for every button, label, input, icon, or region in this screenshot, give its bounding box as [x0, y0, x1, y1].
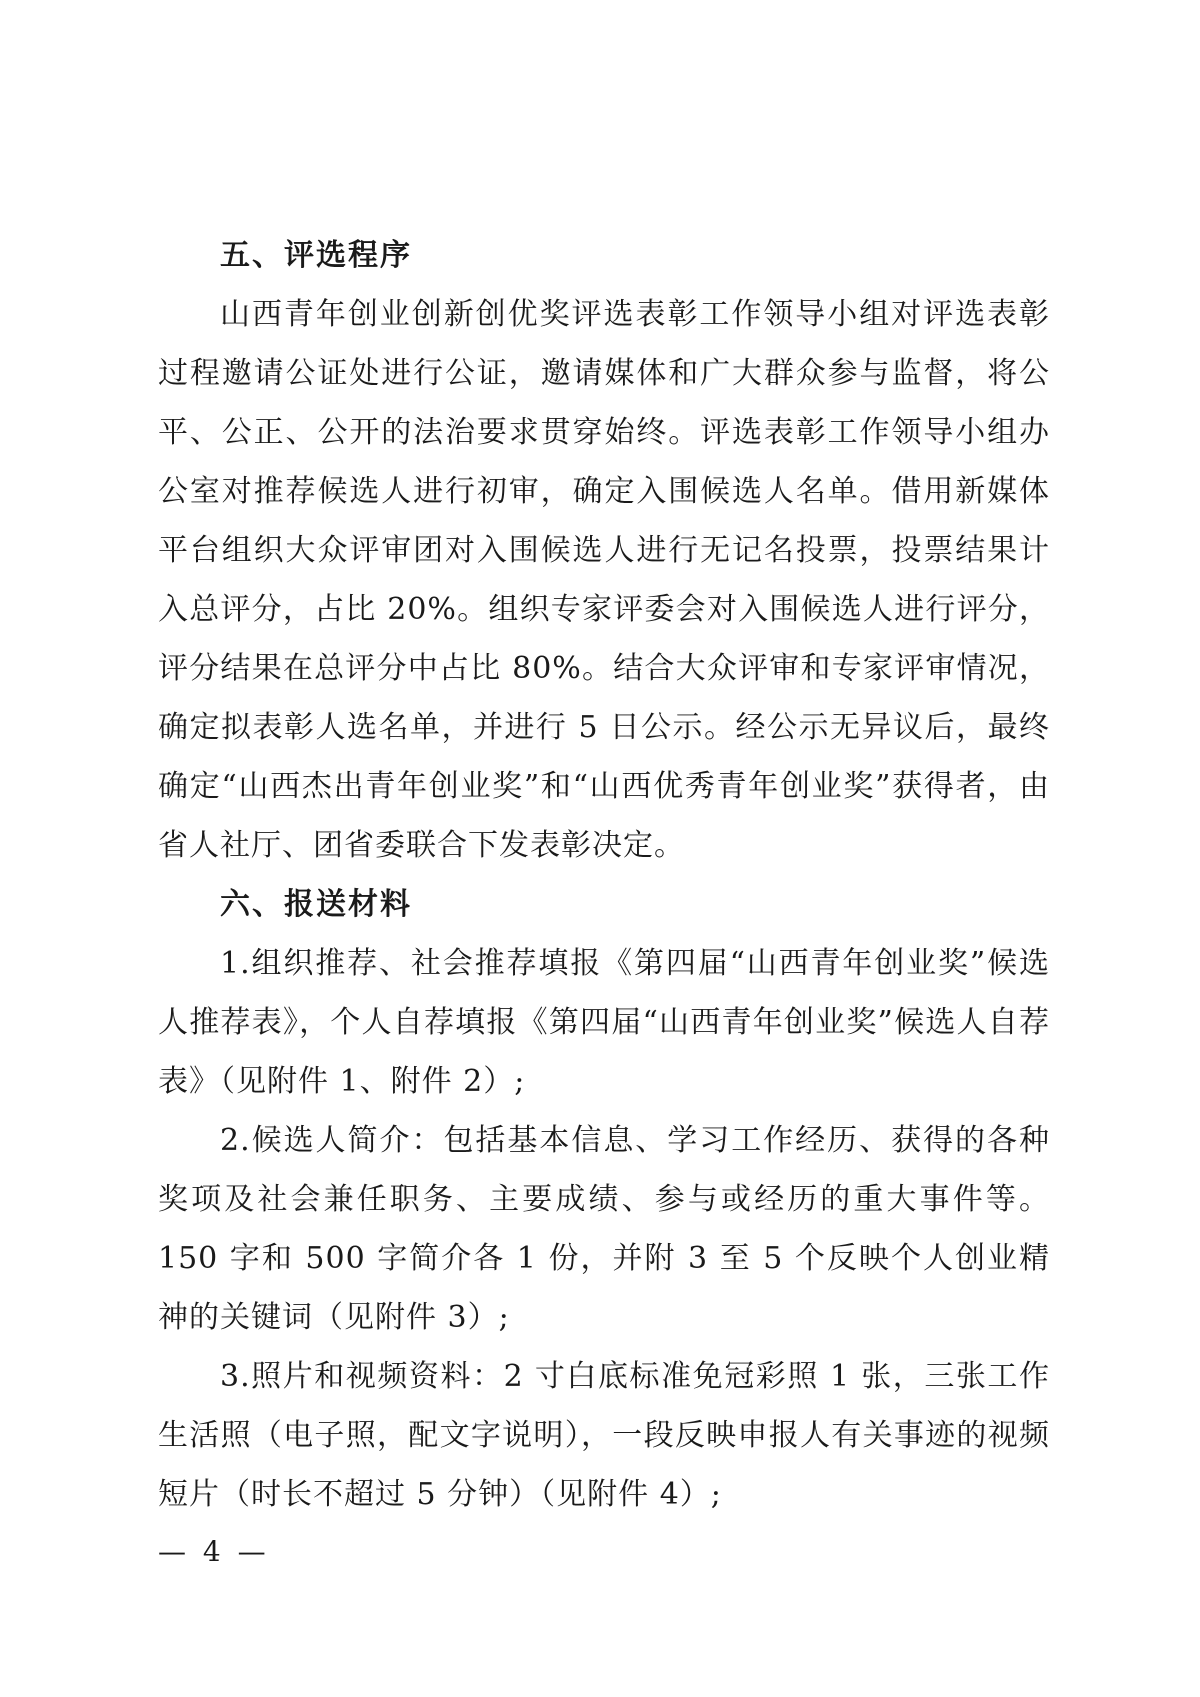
document-body: [158, 226, 1050, 1524]
paragraph-item-1-forms: 1.组织推荐、社会推荐填报《第四届“山西青年创业奖”候选人推荐表》，个人自荐填报《第四届“山西青年创业奖”候选人自荐表》（见附件 1、附件 2）;: [158, 946, 1050, 1099]
page-number: — 4 —: [158, 1535, 270, 1568]
paragraph-item-2-profile: 2.候选人简介：包括基本信息、学习工作经历、获得的各种奖项及社会兼任职务、主要成绩、参与或经历的重大事件等。150 字和 500 字简介各 1 份，并附 3 至 5 个反映个人创业精神的关键词（见附件 3）;: [158, 1123, 1050, 1335]
paragraph-selection-procedure: 山西青年创业创新创优奖评选表彰工作领导小组对评选表彰过程邀请公证处进行公证，邀请媒体和广大群众参与监督，将公平、公正、公开的法治要求贯穿始终。评选表彰工作领导小组办公室对推荐候选人进行初审，确定入围候选人名单。借用新媒体平台组织大众评审团对入围候选人进行无记名投票，投票结果计入总评分，占比 20%。组织专家评委会对入围候选人进行评分，评分结果在总评分中占比 80%。结合大众评审和专家评审情况，确定拟表彰人选名单，并进行 5 日公示。经公示无异议后，最终确定“山西杰出青年创业奖”和“山西优秀青年创业奖”获得者，由省人社厅、团省委联合下发表彰决定。: [158, 297, 1050, 863]
section-heading-selection-procedure: 五、评选程序: [220, 238, 412, 273]
paragraph-item-3-photos-video: 3.照片和视频资料：2 寸白底标准免冠彩照 1 张，三张工作生活照（电子照，配文字说明），一段反映申报人有关事迹的视频短片（时长不超过 5 分钟）（见附件 4）;: [158, 1359, 1050, 1512]
section-heading-submission-materials: 六、报送材料: [220, 887, 412, 922]
